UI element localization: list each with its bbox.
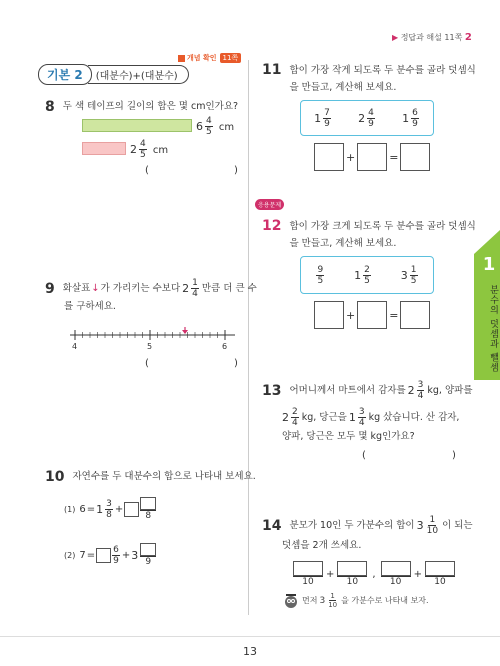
section-tag: 기본 2 xyxy=(38,64,92,85)
tick-label-6: 6 xyxy=(222,342,228,351)
answer-ref: ▶ 정답과 해설 11쪽 2 xyxy=(392,32,472,43)
q9-answer-close: ) xyxy=(234,358,238,369)
q12-card-fraction[interactable]: 3 $\frac{1}{5}$ xyxy=(400,264,417,286)
q13-line-2: 2 $\frac{2}{4}$ kg, 당근을 1 $\frac{3}{4}$ kg 샀습니다. 산 감자, xyxy=(282,407,460,428)
q14-text-cont: 덧셈을 2개 쓰세요. xyxy=(282,540,362,551)
q12-blank-1[interactable] xyxy=(314,301,344,329)
q11-fraction-card xyxy=(300,100,434,136)
section-header xyxy=(38,64,189,85)
section-title: (대분수)+(대분수) xyxy=(88,65,189,84)
q10-1-whole-blank[interactable] xyxy=(124,502,139,517)
q12-blank-3[interactable] xyxy=(400,301,430,329)
q14-blank-2[interactable] xyxy=(337,561,367,576)
tick-label-4: 4 xyxy=(72,342,78,351)
q13-answer-open: ( xyxy=(362,450,366,461)
column-divider xyxy=(248,60,249,615)
q13-answer-close: ) xyxy=(452,450,456,461)
side-tab: 1 분수의 덧셈과 뺄셈 xyxy=(466,230,500,380)
q10-item-2: (2) 7 = $\frac{6}{9}$ + 3 9 xyxy=(64,543,157,567)
question-8: 8 두 색 테이프의 길이의 합은 몇 cm인가요? xyxy=(45,98,239,115)
q10-1-num-blank[interactable] xyxy=(140,497,156,510)
q11-card-fraction[interactable]: 2 $\frac{4}{9}$ xyxy=(358,107,374,129)
q14-answer-equations: 10 + 10 , 10 + 10 xyxy=(292,561,456,587)
q9-text-cont: 를 구하세요. xyxy=(64,301,116,312)
question-12: 12 합이 가장 크게 되도록 두 분수를 골라 덧셈식 을 만들고, 계산해 보세요. xyxy=(262,218,476,249)
question-11: 11 합이 가장 작게 되도록 두 분수를 골라 덧셈식 을 만들고, 계산해 보세요. xyxy=(262,62,476,93)
q14-blank-1[interactable] xyxy=(293,561,323,576)
footer-rule xyxy=(0,636,500,637)
q9-answer-open: ( xyxy=(145,358,149,369)
q12-card-fraction[interactable]: 1 $\frac{2}{5}$ xyxy=(354,264,370,286)
q13-answer-blank[interactable] xyxy=(367,451,449,461)
q10-item-1: (1) 6 = 1 $\frac{3}{8}$ + 8 xyxy=(64,497,157,521)
q11-blank-3[interactable] xyxy=(400,143,430,171)
q8-answer-blank[interactable] xyxy=(150,166,232,176)
q8-answer-close: ) xyxy=(234,165,238,176)
check-icon xyxy=(178,55,185,62)
q8-answer-open: ( xyxy=(145,165,149,176)
q10-2-num-blank[interactable] xyxy=(140,543,156,556)
question-13: 13 어머니께서 마트에서 감자를 2 $\frac{3}{4}$ kg, 양파를 xyxy=(262,380,473,401)
q14-blank-4[interactable] xyxy=(425,561,455,576)
q12-fraction-card xyxy=(300,256,434,294)
question-10: 10 자연수를 두 대분수의 합으로 나타내 보세요. xyxy=(45,468,256,485)
tape-green xyxy=(82,119,192,132)
q11-equation: + = xyxy=(314,143,430,171)
q12-blank-2[interactable] xyxy=(357,301,387,329)
tape-pink-label: 2 $\frac{4}{5}$ cm xyxy=(130,139,169,160)
q12-equation: + = xyxy=(314,301,430,329)
tape-pink xyxy=(82,142,126,155)
q13-line-3: 양파, 당근은 모두 몇 kg인가요? xyxy=(282,431,415,442)
q14-hint: 먼저 3 $\frac{1}{10}$ 을 가분수로 나타내 보자. xyxy=(283,592,429,609)
owl-icon xyxy=(283,593,299,609)
q11-card-fraction[interactable]: 1 $\frac{6}{9}$ xyxy=(402,107,418,129)
question-14: 14 분모가 10인 두 가분수의 합이 3 $\frac{1}{10}$ 이 되는 xyxy=(262,515,473,536)
page-number: 13 xyxy=(243,645,257,658)
question-9: 9 화살표 ↓ 가 가리키는 수보다 2 $\frac{1}{4}$ 만큼 더 큰 수 xyxy=(45,278,257,299)
number-line xyxy=(65,325,240,355)
q12-card-fraction[interactable]: $\frac{9}{5}$ xyxy=(317,264,324,286)
q9-answer-blank[interactable] xyxy=(150,359,232,369)
q11-card-fraction[interactable]: 1 $\frac{7}{9}$ xyxy=(314,107,330,129)
q11-blank-2[interactable] xyxy=(357,143,387,171)
arrow-down-icon: ↓ xyxy=(91,283,100,294)
concept-check-badge: 개념 확인 11쪽 xyxy=(178,53,241,63)
tape-green-label: 6 $\frac{4}{5}$ cm xyxy=(196,116,235,137)
pointer-arrow-icon xyxy=(182,330,188,334)
tick-label-5: 5 xyxy=(147,342,153,351)
q10-2-whole-blank[interactable] xyxy=(96,548,111,563)
q14-blank-3[interactable] xyxy=(381,561,411,576)
q11-blank-1[interactable] xyxy=(314,143,344,171)
applied-badge: 응용문제 xyxy=(255,199,284,210)
